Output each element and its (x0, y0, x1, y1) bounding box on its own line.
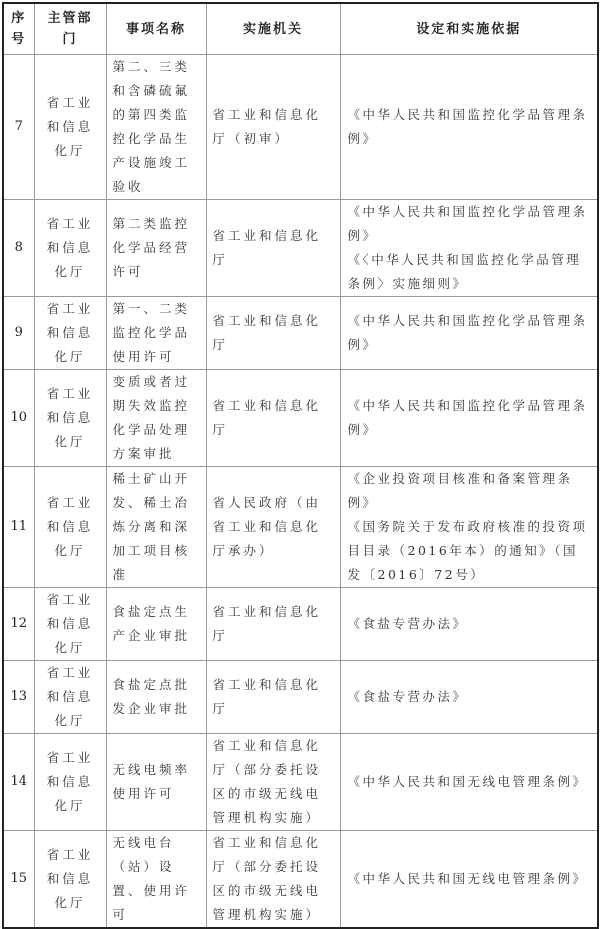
cell-basis (340, 55, 598, 200)
cell-dept: 省工业和信息化厅 (34, 55, 106, 200)
cell-basis (340, 297, 598, 370)
cell-agency: 省工业和信息化厅（部分委托设区的市级无线电管理机构实施） (206, 831, 340, 929)
cell-agency: 省工业和信息化厅 (206, 200, 340, 297)
basis-line: 《中华人民共和国监控化学品管理条例》 (347, 313, 588, 352)
cell-seq: 15 (3, 831, 34, 929)
header-item: 事项名称 (106, 3, 206, 55)
cell-basis (340, 831, 598, 929)
cell-seq: 8 (3, 200, 34, 297)
cell-seq: 13 (3, 661, 34, 734)
cell-item: 第二、三类和含磷硫氟的第四类监控化学品生产设施竣工验收 (106, 55, 206, 200)
basis-line: 《中华人民共和国监控化学品管理条例》 (347, 398, 588, 437)
cell-seq: 10 (3, 370, 34, 467)
cell-agency: 省工业和信息化厅（初审） (206, 55, 340, 200)
cell-basis (340, 370, 598, 467)
cell-agency: 省工业和信息化厅 (206, 297, 340, 370)
table-row (3, 734, 598, 831)
cell-agency: 省工业和信息化厅 (206, 370, 340, 467)
cell-seq: 12 (3, 588, 34, 661)
cell-seq: 11 (3, 467, 34, 588)
cell-basis (340, 200, 598, 297)
table-row (3, 370, 598, 467)
cell-dept: 省工业和信息化厅 (34, 200, 106, 297)
table-row (3, 831, 598, 929)
cell-basis (340, 467, 598, 588)
cell-item: 无线电频率使用许可 (106, 734, 206, 831)
cell-item: 食盐定点生产企业审批 (106, 588, 206, 661)
cell-item: 第二类监控化学品经营许可 (106, 200, 206, 297)
table-header-row (3, 3, 598, 55)
cell-item: 无线电台（站）设置、使用许可 (106, 831, 206, 929)
basis-line: 《国务院关于发布政府核准的投资项目目录（2016年本）的通知》（国发〔2016〕72号） (347, 519, 588, 582)
cell-agency: 省人民政府（由省工业和信息化厅承办） (206, 467, 340, 588)
cell-dept: 省工业和信息化厅 (34, 831, 106, 929)
cell-agency: 省工业和信息化厅（部分委托设区的市级无线电管理机构实施） (206, 734, 340, 831)
cell-item: 第一、二类监控化学品使用许可 (106, 297, 206, 370)
header-basis: 设定和实施依据 (340, 3, 598, 55)
basis-line: 《中华人民共和国无线电管理条例》 (347, 871, 588, 886)
cell-dept: 省工业和信息化厅 (34, 467, 106, 588)
cell-dept: 省工业和信息化厅 (34, 588, 106, 661)
cell-seq: 9 (3, 297, 34, 370)
basis-line: 《中华人民共和国监控化学品管理条例》 (347, 204, 588, 243)
cell-seq: 7 (3, 55, 34, 200)
cell-agency: 省工业和信息化厅 (206, 588, 340, 661)
header-agency: 实施机关 (206, 3, 340, 55)
cell-dept: 省工业和信息化厅 (34, 661, 106, 734)
cell-basis (340, 734, 598, 831)
cell-item: 变质或者过期失效监控化学品处理方案审批 (106, 370, 206, 467)
table-row (3, 200, 598, 297)
cell-seq: 14 (3, 734, 34, 831)
basis-line: 《食盐专营办法》 (347, 689, 468, 704)
header-dept: 主管部门 (34, 3, 106, 55)
cell-agency: 省工业和信息化厅 (206, 661, 340, 734)
header-seq: 序号 (3, 3, 34, 55)
basis-line: 《企业投资项目核准和备案管理条例》 (347, 471, 573, 510)
cell-item: 稀土矿山开发、稀土冶炼分离和深加工项目核准 (106, 467, 206, 588)
table-row (3, 661, 598, 734)
table-row (3, 55, 598, 200)
basis-line: 《食盐专营办法》 (347, 616, 468, 631)
licensing-items-table (2, 2, 599, 929)
basis-line: 《中华人民共和国监控化学品管理条例》 (347, 107, 588, 146)
cell-basis (340, 661, 598, 734)
table-row (3, 467, 598, 588)
table-row (3, 297, 598, 370)
cell-item: 食盐定点批发企业审批 (106, 661, 206, 734)
cell-dept: 省工业和信息化厅 (34, 370, 106, 467)
basis-line: 《〈中华人民共和国监控化学品管理条例〉实施细则》 (347, 252, 582, 291)
basis-line: 《中华人民共和国无线电管理条例》 (347, 774, 588, 789)
cell-basis (340, 588, 598, 661)
cell-dept: 省工业和信息化厅 (34, 734, 106, 831)
table-row (3, 588, 598, 661)
cell-dept: 省工业和信息化厅 (34, 297, 106, 370)
